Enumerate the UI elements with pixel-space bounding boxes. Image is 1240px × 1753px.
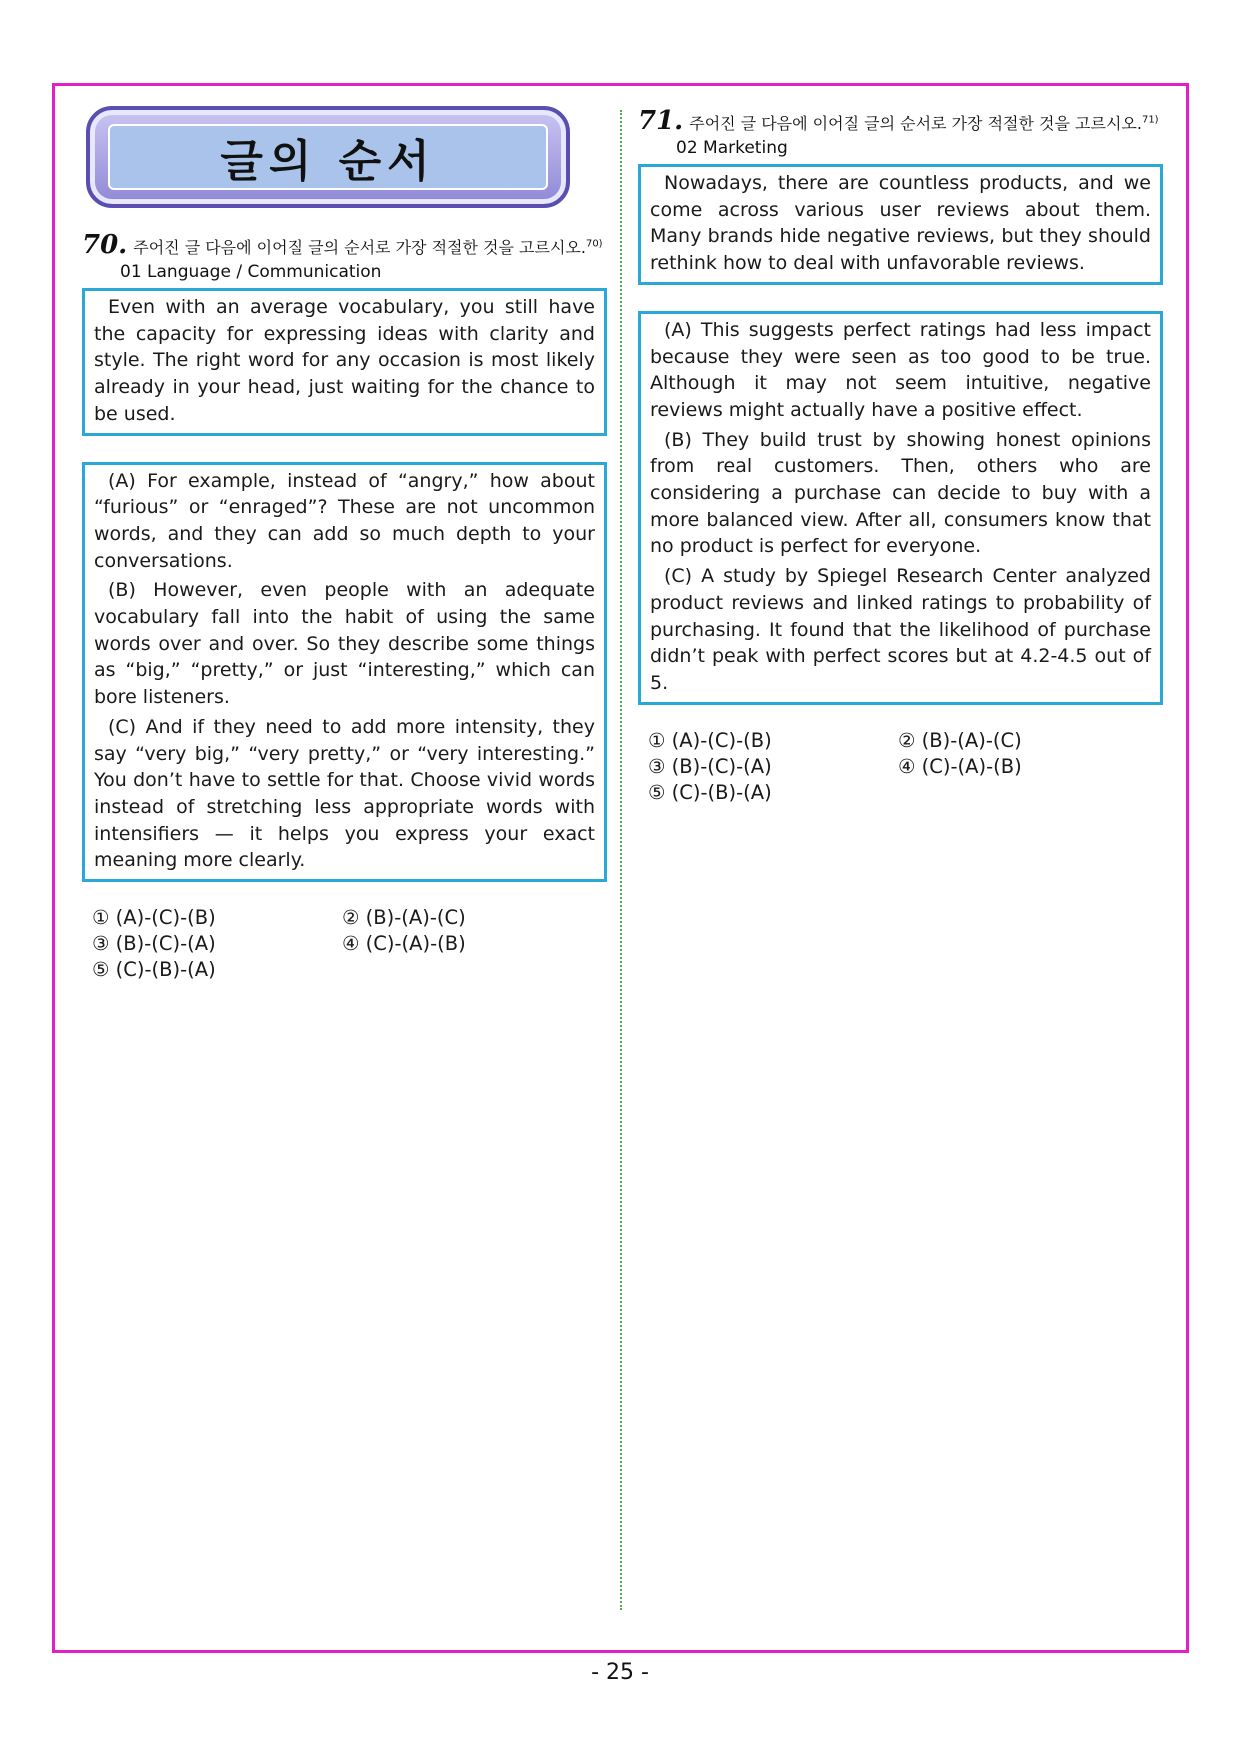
option-5[interactable]: ⑤ (C)-(B)-(A) [648, 780, 772, 804]
section-title-banner [86, 106, 570, 208]
question-number: 71. [638, 106, 684, 136]
question-instruction: 주어진 글 다음에 이어질 글의 순서로 가장 적절한 것을 고르시오.$^{70)}$ [133, 238, 603, 257]
option-4[interactable]: ④ (C)-(A)-(B) [898, 754, 1022, 778]
answer-options [648, 729, 1163, 804]
footnote-ref: 71) [1141, 114, 1159, 126]
question-header [638, 106, 1163, 136]
left-column [82, 106, 607, 981]
option-4[interactable]: ④ (C)-(A)-(B) [342, 932, 466, 956]
paragraph-a: (A) For example, instead of “angry,” how about “furious” or “enraged”? These are not uncommon words, and they can add so much depth to your conversations. [94, 469, 595, 572]
given-passage-box [82, 288, 607, 436]
section-title: 글의 순서 [220, 136, 436, 187]
page-number: - 25 - [591, 1660, 649, 1685]
question-instruction: 주어진 글 다음에 이어질 글의 순서로 가장 적절한 것을 고르시오.$^{71)}$ [689, 114, 1159, 133]
option-3[interactable]: ③ (B)-(C)-(A) [92, 932, 216, 956]
question-subtitle: 02 Marketing [676, 138, 788, 158]
option-2[interactable]: ② (B)-(A)-(C) [342, 906, 466, 930]
question-number: 70. [82, 230, 128, 260]
paragraph-a: (A) This suggests perfect ratings had less impact because they were seen as too good to be true. Although it may not seem intuitive, negative reviews might actually have a positive effect. [650, 318, 1151, 421]
paragraph-c: (C) And if they need to add more intensity, they say “very big,” “very pretty,” or “very interesting.” You don’t have to settle for that. Choose vivid words instead of stretching less appropriate words with intensifiers — it helps you express your exact meaning more clearly. [94, 715, 595, 872]
question-header [82, 230, 607, 260]
answer-options [92, 906, 607, 981]
option-3[interactable]: ③ (B)-(C)-(A) [648, 754, 772, 778]
option-2[interactable]: ② (B)-(A)-(C) [898, 728, 1022, 752]
ordering-paragraphs-box [638, 311, 1163, 705]
paragraph-b: (B) They build trust by showing honest opinions from real customers. Then, others who are considering a purchase can decide to buy with a more balanced view. After all, consumers know that no product is perfect for everyone. [650, 428, 1151, 558]
paragraph-b: (B) However, even people with an adequate vocabulary fall into the habit of using the same words over and over. So they describe some things as “big,” “pretty,” or just “interesting,” which can bore listeners. [94, 579, 595, 709]
given-passage-box [638, 164, 1163, 285]
column-divider [620, 110, 622, 1610]
paragraph-c: (C) A study by Spiegel Research Center analyzed product reviews and linked ratings to probability of purchasing. It found that the likelihood of purchase didn’t peak with perfect scores but at 4.2-4.5 out of 5. [650, 565, 1151, 694]
option-1[interactable]: ① (A)-(C)-(B) [92, 906, 216, 930]
option-1[interactable]: ① (A)-(C)-(B) [648, 728, 772, 752]
given-passage: Nowadays, there are countless products, and we come across various user reviews about them. Many brands hide negative reviews, but they should rethink how to deal with unfavorable reviews. [650, 172, 1151, 275]
footnote-ref: 70) [585, 238, 603, 250]
option-5[interactable]: ⑤ (C)-(B)-(A) [92, 958, 216, 982]
right-column [638, 106, 1163, 804]
given-passage: Even with an average vocabulary, you still have the capacity for expressing ideas with clarity and style. The right word for any occasion is most likely already in your head, just waiting for the chance to be used. [94, 296, 595, 425]
question-subtitle: 01 Language / Communication [120, 262, 382, 282]
ordering-paragraphs-box [82, 462, 607, 883]
